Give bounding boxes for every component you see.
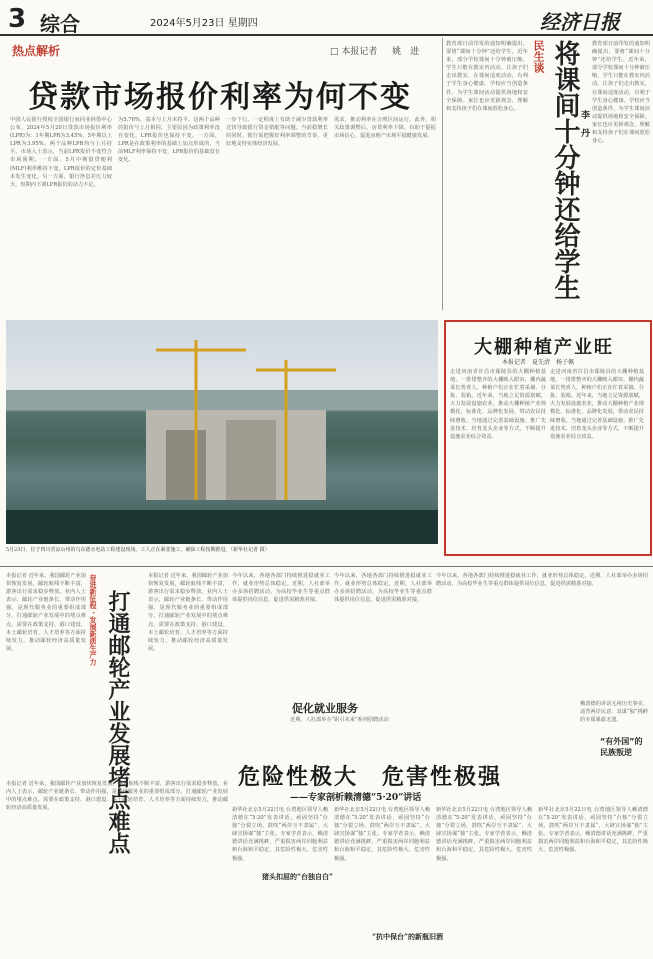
- article1-col4: 需求，推动利率在合理区间运行。此外，相关政策调整后，房贷利率下降，有助于提振市场信心，促进房地产市场平稳健康发展。: [334, 117, 436, 140]
- article6-col1: 今年以来，各地各部门持续推进稳就业工作，就业形势总体稳定。近期，人社部举办多场招聘活动，为高校毕业生等重点群体提供岗位信息，促进供需精准对接。: [232, 573, 330, 604]
- article3-col2: 走进河南省许昌市鄢陵县的大棚种植基地，一排排整齐的大棚映入眼帘，棚内蔬菜长势喜人，种植户们正在忙着采摘、分拣、装箱。近年来，当地立足资源禀赋，大力发展设施农业，推动大棚种植产业规模化、标准化、品牌化发展，带动农民持续增收。当地通过完善基础设施、推广先进技术、培育龙头企业等方式，不断提升设施农业综合效益。: [550, 369, 644, 440]
- article1-byline: □ 本报记者 姚 进: [330, 47, 420, 57]
- article4-kicker: 奋进新征程 · 发展新质生产力: [89, 574, 97, 666]
- article5-col2: 新华社北京5月22日电 台湾地区领导人赖清德在“5·20”发表讲话，顽固坚持“台独”分裂立场，鼓吹“两岸互不隶属”，大肆宣扬谋“独”主张。专家学者表示，赖清德讲话充满挑衅，严重损害两岸同胞利益和台海和平稳定，其危险性极大、危害性极强。: [334, 807, 430, 862]
- page-number: 3: [8, 4, 27, 34]
- article6-kicker: 近期，人社部举办“职引未来”系列招聘活动: [290, 717, 389, 723]
- photo-caption: 5月23日，位于四川省凉山州的乌东德水电站工程建设现场。工人正在紧张施工，确保工程按期推进。（新华社记者 摄）: [6, 547, 270, 553]
- article2-tag: 民生谈: [532, 40, 545, 73]
- article6-col2: 今年以来，各地各部门持续推进稳就业工作，就业形势总体稳定。近期，人社部举办多场招聘活动，为高校毕业生等重点群体提供岗位信息，促进供需精准对接。: [334, 573, 432, 604]
- article4-col1: 本报记者 近年来，我国邮轮产业加快恢复发展，邮轮航线不断丰富，游客出行需求稳步释放。业内人士表示，邮轮产业链条长、带动作用强，是现代服务业的重要组成部分。打通邮轮产业发展中的堵点难点，需要在政策支持、港口建设、本土邮轮培育、人才培养等方面持续发力，推动邮轮经济高质量发展。: [6, 573, 86, 652]
- article4-title: 打通邮轮产业发展堵点难点: [105, 590, 130, 854]
- article1-col2: 为5.76%，基本与上月末持平。这两个品种的报价与上月相同，主要原因为政策利率没有变化，LPR报价也保持不变。一方面，LPR是在政策利率的基础上加点形成的，当前MLF利率保持不变，LPR报价的基础没有变化。: [118, 117, 220, 164]
- article5-title: 危险性极大 危害性极强: [238, 765, 503, 790]
- article1-col3: 一步下行。一定程度上有助于减少贷款利率过快导致银行资金错配等问题。当前稳增长的同时，银行需把握好利率调整的节奏，更好地支持实体经济发展。: [226, 117, 328, 148]
- column-divider: [442, 38, 443, 310]
- photo-hydropower-construction: [6, 320, 438, 544]
- column-tag: 热点解析: [12, 44, 61, 58]
- header-rule: [0, 34, 653, 36]
- article3-byline: 本报记者 夏先清 杨子佩: [502, 359, 575, 366]
- article1-col1: 中国人民银行授权全国银行间同业拆借中心公布，2024年5月20日贷款市场报价利率(LPR)为：1年期LPR为3.45%，5年期以上LPR为3.95%，两个品种LPR均与上月持平。市场人士表示，当前LPR报价不变符合市场预期。一方面，5月中期借贷便利(MLF)利率维持不变，LPR报价的定价基础未发生变化。另一方面，银行净息差压力较大，短期内下调LPR报价的动力不足。: [10, 117, 112, 188]
- article6-col3: 今年以来，各地各部门持续推进稳就业工作，就业形势总体稳定。近期，人社部举办多场招聘活动，为高校毕业生等重点群体提供岗位信息，促进供需精准对接。: [436, 573, 648, 588]
- article5-col3: 新华社北京5月22日电 台湾地区领导人赖清德在“5·20”发表讲话，顽固坚持“台独”分裂立场，鼓吹“两岸互不隶属”，大肆宣扬谋“独”主张。专家学者表示，赖清德讲话充满挑衅，严重损害两岸同胞利益和台海和平稳定，其危险性极大、危害性极强。: [436, 807, 532, 862]
- article2-text-left: 教育部日前印发的通知明确提出，要将“课间十分钟”还给学生。近年来，部分学校课间十分钟被压缩，学生只能在教室内活动。让孩子们走出教室，在课间适度活动，有利于学生身心健康。学校应当创造条件，为学生课间活动提供场地和安全保障。家长也应更新观念，理解和支持孩子们在课间放松身心。: [446, 41, 528, 112]
- newspaper-logo: 经济日报: [540, 10, 620, 34]
- sidebar-title: “有外国”的民族叛逆: [600, 737, 643, 757]
- article5-subtitle: ——专家剖析赖清德“5·20”讲话: [290, 793, 422, 803]
- article3-title: 大棚种植产业旺: [474, 337, 614, 358]
- article1-title: 贷款市场报价利率为何不变: [28, 80, 412, 115]
- article4-col3: 本报记者 近年来，我国邮轮产业加快恢复发展，邮轮航线不断丰富，游客出行需求稳步释放。业内人士表示，邮轮产业链条长、带动作用强，是现代服务业的重要组成部分。打通邮轮产业发展中的堵点难点，需要在政策支持、港口建设、本土邮轮培育、人才培养等方面持续发力，推动邮轮经济高质量发展。: [6, 781, 228, 812]
- article5-subhead2: “抗中保台”的新瓶旧酒: [372, 932, 444, 941]
- middle-rule: [0, 566, 653, 567]
- article6-subhead: 促化就业服务: [292, 702, 358, 715]
- sidebar-text: 赖清德的讲话无视历史事实，违背两岸民意，其谋“独”挑衅的本质暴露无遗。: [580, 701, 648, 724]
- article3-col1: 走进河南省许昌市鄢陵县的大棚种植基地，一排排整齐的大棚映入眼帘，棚内蔬菜长势喜人，种植户们正在忙着采摘、分拣、装箱。近年来，当地立足资源禀赋，大力发展设施农业，推动大棚种植产业规模化、标准化、品牌化发展，带动农民持续增收。当地通过完善基础设施、推广先进技术、培育龙头企业等方式，不断提升设施农业综合效益。: [450, 369, 546, 440]
- article4-col2: 本报记者 近年来，我国邮轮产业加快恢复发展，邮轮航线不断丰富，游客出行需求稳步释放。业内人士表示，邮轮产业链条长、带动作用强，是现代服务业的重要组成部分。打通邮轮产业发展中的堵点难点，需要在政策支持、港口建设、本土邮轮培育、人才培养等方面持续发力，推动邮轮经济高质量发展。: [148, 573, 228, 652]
- article5-col4: 新华社北京5月22日电 台湾地区领导人赖清德在“5·20”发表讲话，顽固坚持“台独”分裂立场，鼓吹“两岸互不隶属”，大肆宣扬谋“独”主张。专家学者表示，赖清德讲话充满挑衅，严重损害两岸同胞利益和台海和平稳定，其危险性极大、危害性极强。: [538, 807, 648, 854]
- photo-illustration: [6, 320, 438, 544]
- section-name: 综合: [40, 12, 80, 36]
- article5-subhead1: 猪头扣屈的“台独自白”: [262, 872, 334, 881]
- article2-text-right: 教育部日前印发的通知明确提出，要将“课间十分钟”还给学生。近年来，部分学校课间十分钟被压缩，学生只能在教室内活动。让孩子们走出教室，在课间适度活动，有利于学生身心健康。学校应当创造条件，为学生课间活动提供场地和安全保障。家长也应更新观念，理解和支持孩子们在课间放松身心。: [592, 41, 650, 145]
- article2-author: 李 丹: [579, 110, 589, 137]
- article5-col1: 新华社北京5月22日电 台湾地区领导人赖清德在“5·20”发表讲话，顽固坚持“台独”分裂立场，鼓吹“两岸互不隶属”，大肆宣扬谋“独”主张。专家学者表示，赖清德讲话充满挑衅，严重损害两岸同胞利益和台海和平稳定，其危险性极大、危害性极强。: [232, 807, 328, 862]
- issue-date: 2024年5月23日 星期四: [150, 18, 258, 29]
- article2-title: 将课间十分钟还给学生: [550, 40, 580, 300]
